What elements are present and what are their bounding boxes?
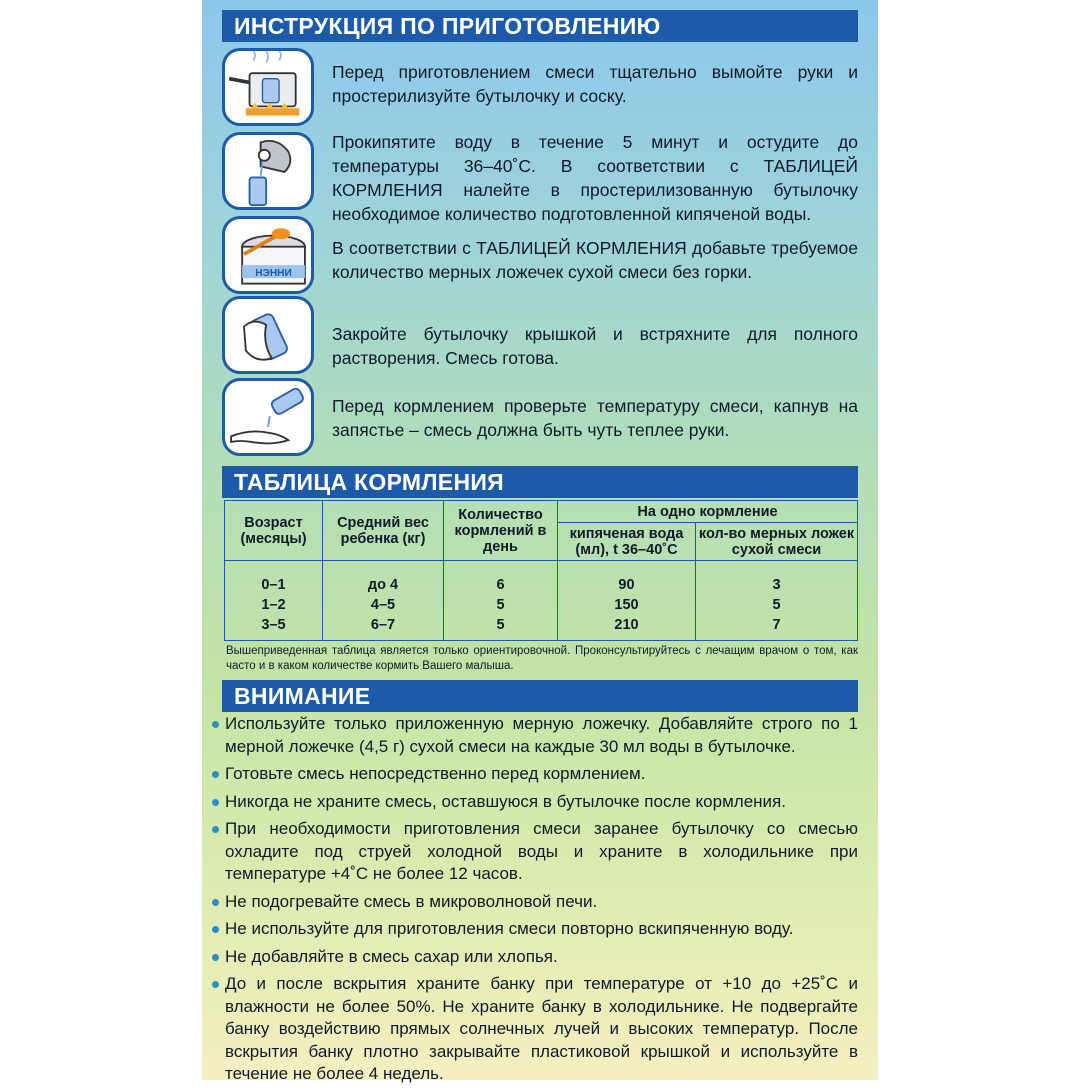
list-item — [212, 818, 858, 886]
feeding-table-header: ТАБЛИЦА КОРМЛЕНИЯ — [222, 466, 858, 498]
list-item-text: Не используйте для приготовления смеси повторно вскипяченную воду. — [225, 919, 794, 938]
scoop-can-icon — [222, 216, 314, 294]
list-item — [212, 946, 858, 969]
list-item — [212, 918, 858, 941]
table-cell: 4–5 — [370, 597, 396, 613]
list-item-text: Не добавляйте в смесь сахар или хлопья. — [225, 946, 558, 966]
attention-header: ВНИМАНИЕ — [222, 680, 858, 712]
list-item-text: Никогда не храните смесь, оставшуюся в бутылочке после кормления. — [225, 791, 786, 811]
kettle-bottle-icon — [222, 132, 314, 210]
age-values — [225, 561, 323, 641]
feedings-column-header: Количество кормлений в день — [444, 501, 558, 561]
table-cell: 210 — [614, 617, 639, 633]
weight-values — [323, 561, 444, 641]
step-2-text: Прокипятите воду в течение 5 минут и остудите до температуры 36–40˚С. В соответствии с ТАБЛИЦЕЙ КОРМЛЕНИЯ налейте в простерилизованную бутылочку необходимое количество подготовленной кипяченой воды. — [332, 132, 858, 224]
bullet-icon — [212, 954, 219, 961]
table-cell: 3–5 — [261, 617, 286, 633]
bullet-icon — [212, 926, 219, 933]
table-cell: 5 — [772, 597, 781, 613]
list-item-text: Готовьте смесь непосредственно перед кормлением. — [225, 764, 646, 783]
instruction-panel — [202, 0, 878, 1083]
scoops-values — [696, 561, 858, 641]
table-cell: 7 — [772, 617, 781, 633]
can-label-text: НЭННИ — [255, 268, 292, 280]
step-3-text: В соответствии с ТАБЛИЦЕЙ КОРМЛЕНИЯ добавьте требуемое количество мерных ложечек сухой смеси без горки. — [332, 238, 858, 282]
shake-bottle-icon — [222, 296, 314, 374]
table-cell: до 4 — [367, 577, 399, 593]
bullet-icon — [212, 771, 219, 778]
list-item — [212, 891, 858, 914]
water-column-header: кипяченая вода (мл), t 36–40˚С — [558, 523, 696, 561]
list-item-text: До и после вскрытия храните банку при температуре от +10 до +25˚С и влажности не более 50%. Не храните банку в холодильнике. Не подвергайте банку воздействию прямых солнечных лучей и высоких температур. После вскрытия банку плотно закрывайте пластиковой крышкой и используйте в течение не более 4 недель. — [225, 974, 858, 1083]
bullet-icon — [212, 981, 219, 988]
wrist-test-icon — [222, 378, 314, 456]
instructions-header: ИНСТРУКЦИЯ ПО ПРИГОТОВЛЕНИЮ — [222, 10, 858, 42]
list-item — [212, 791, 858, 814]
step-4-text: Закройте бутылочку крышкой и встряхните для полного растворения. Смесь готова. — [332, 324, 858, 368]
feedings-values — [444, 561, 558, 641]
water-values — [558, 561, 696, 641]
bullet-icon — [212, 721, 219, 728]
step-1-text: Перед приготовлением смеси тщательно вымойте руки и простерилизуйте бутылочку и соску. — [332, 62, 858, 106]
table-cell: 6 — [496, 577, 505, 593]
list-item — [212, 713, 858, 758]
weight-column-header: Средний вес ребенка (кг) — [323, 501, 444, 561]
step-5-text: Перед кормлением проверьте температуру смеси, капнув на запястье – смесь должна быть чуть теплее руки. — [332, 396, 858, 440]
attention-list — [212, 713, 858, 1091]
list-item-text: Не подогревайте смесь в микроволновой печи. — [225, 891, 598, 911]
list-item — [212, 763, 858, 786]
table-cell: 150 — [614, 597, 639, 613]
feeding-table — [224, 500, 858, 641]
age-column-header: Возраст (месяцы) — [225, 501, 323, 561]
pot-sterilize-icon — [222, 48, 314, 126]
list-item — [212, 973, 858, 1086]
list-item-text: При необходимости приготовления смеси заранее бутылочку со смесью охладите под струей холодной воды и храните в холодильнике при температуре +4˚С не более 12 часов. — [225, 819, 858, 883]
table-cell: 5 — [496, 617, 505, 633]
table-cell: 1–2 — [261, 597, 286, 613]
bullet-icon — [212, 826, 219, 833]
table-cell: 0–1 — [261, 577, 286, 593]
table-cell: 6–7 — [370, 617, 396, 633]
table-cell: 3 — [772, 577, 781, 593]
bullet-icon — [212, 899, 219, 906]
table-cell: 5 — [496, 597, 505, 613]
table-cell: 90 — [618, 577, 635, 593]
list-item-text: Используйте только приложенную мерную ложечку. Добавляйте строго по 1 мерной ложечке (4,5 г) сухой смеси на каждые 30 мл воды в бутылочке. — [225, 714, 858, 756]
scoops-column-header: кол-во мерных ложек сухой смеси — [696, 523, 858, 561]
bullet-icon — [212, 799, 219, 806]
table-note: Вышеприведенная таблица является только ориентировочной. Проконсультируйтесь с лечащим врачом о том, как часто и в каком количестве кормить Вашего малыша. — [226, 645, 858, 672]
per-feeding-header: На одно кормление — [558, 501, 858, 523]
